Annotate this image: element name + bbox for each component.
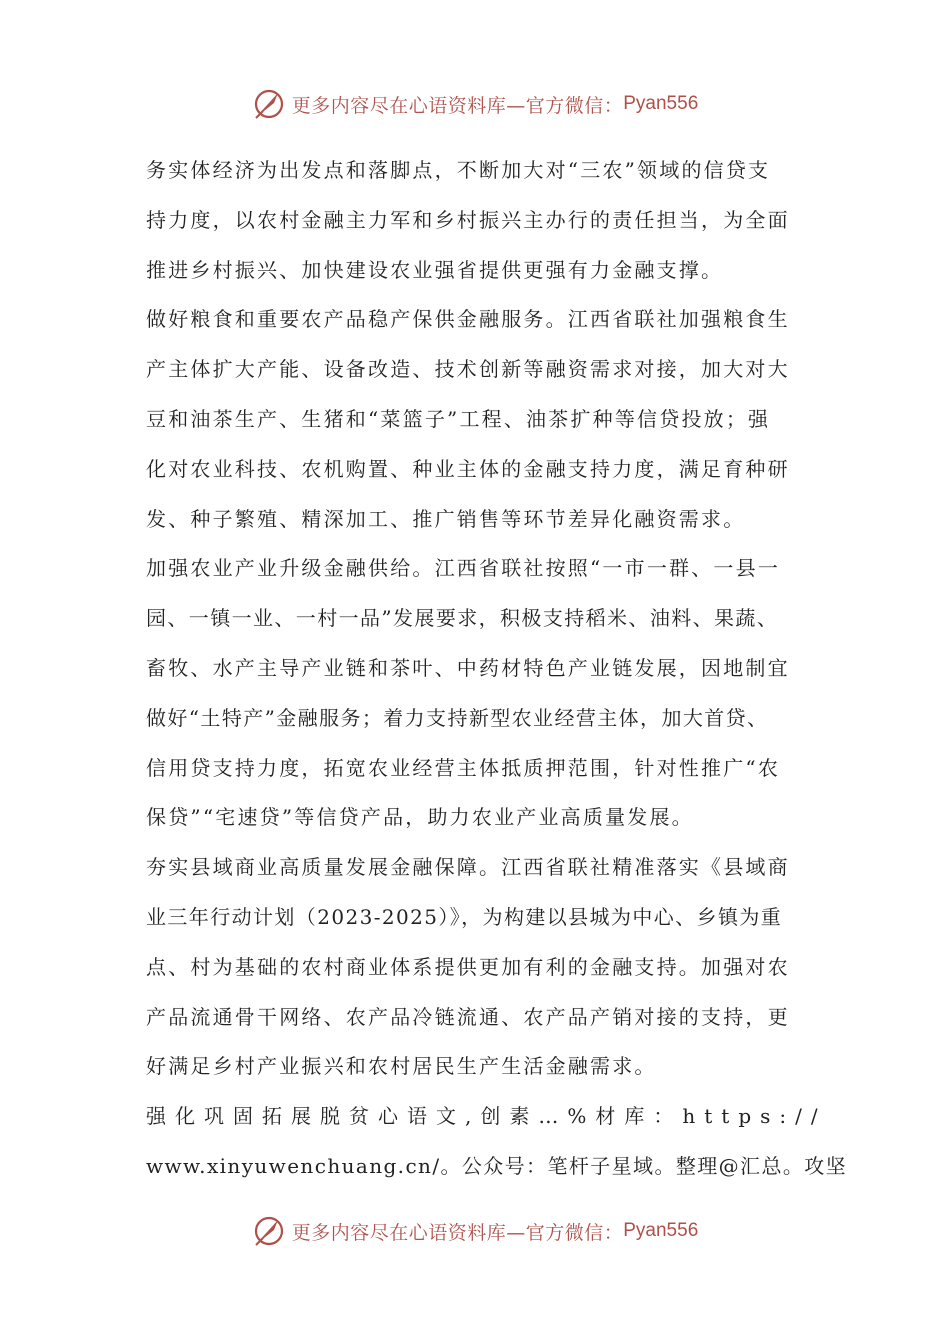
header-banner: [0, 84, 950, 124]
text-line: 好满足乡村产业振兴和农村居民生产生活金融需求。: [146, 1054, 657, 1079]
text-line: 畜牧、水产主导产业链和茶叶、中药材特色产业链发展，因地制宜: [146, 655, 790, 680]
quill-logo-icon: [252, 1214, 286, 1248]
text-line: 产主体扩大产能、设备改造、技术创新等融资需求对接，加大对大: [146, 357, 790, 382]
banner-text: 更多内容尽在心语资料库—官方微信：: [291, 1221, 624, 1244]
text-line: 信用贷支持力度，拓宽农业经营主体抵质押范围，针对性推广“农: [146, 755, 781, 780]
text-line: 产品流通骨干网络、农产品冷链流通、农产品产销对接的支持，更: [146, 1004, 790, 1029]
text-line: 做好粮食和重要农产品稳产保供金融服务。江西省联社加强粮食生: [146, 307, 790, 332]
wechat-id: Pyan556: [623, 93, 699, 114]
text-line: 持力度，以农村金融主力军和乡村振兴主办行的责任担当，为全面: [146, 207, 790, 232]
text-line: 发、种子繁殖、精深加工、推广销售等环节差异化融资需求。: [146, 506, 746, 531]
quill-logo-icon: [252, 87, 286, 121]
document-body: [146, 146, 848, 1192]
text-line: 夯实县域商业高质量发展金融保障。江西省联社精准落实《县域商: [146, 855, 790, 880]
wechat-id: Pyan556: [623, 1220, 699, 1241]
text-line: 强化巩固拓展脱贫心语文,创素…%材库：https://: [146, 1104, 827, 1129]
text-line: 点、村为基础的农村商业体系提供更加有利的金融支持。加强对农: [146, 954, 790, 979]
text-line: 务实体经济为出发点和落脚点，不断加大对“三农”领域的信贷支: [146, 158, 771, 182]
text-line: 豆和油茶生产、生猪和“菜篮子”工程、油茶扩种等信贷投放；强: [146, 406, 771, 431]
text-line: 化对农业科技、农机购置、种业主体的金融支持力度，满足育种研: [146, 456, 790, 481]
text-line: 业三年行动计划（2023-2025）》，为构建以县城为中心、乡镇为重: [146, 904, 783, 929]
text-line: www.xinyuwenchuang.cn/。公众号：笔杆子星域。整理@汇总。攻坚: [146, 1153, 848, 1178]
text-line: 园、一镇一业、一村一品”发展要求，积极支持稻米、油料、果蔬、: [146, 606, 779, 631]
text-line: 加强农业产业升级金融供给。江西省联社按照“一市一群、一县一: [146, 556, 781, 581]
footer-banner: [0, 1211, 950, 1251]
text-line: 做好“土特产”金融服务；着力支持新型农业经营主体，加大首贷、: [146, 705, 769, 730]
text-line: 保贷”“宅速贷”等信贷产品，助力农业产业高质量发展。: [146, 805, 694, 830]
text-line: 推进乡村振兴、加快建设农业强省提供更强有力金融支撑。: [146, 257, 724, 282]
banner-text: 更多内容尽在心语资料库—官方微信：: [291, 94, 624, 117]
